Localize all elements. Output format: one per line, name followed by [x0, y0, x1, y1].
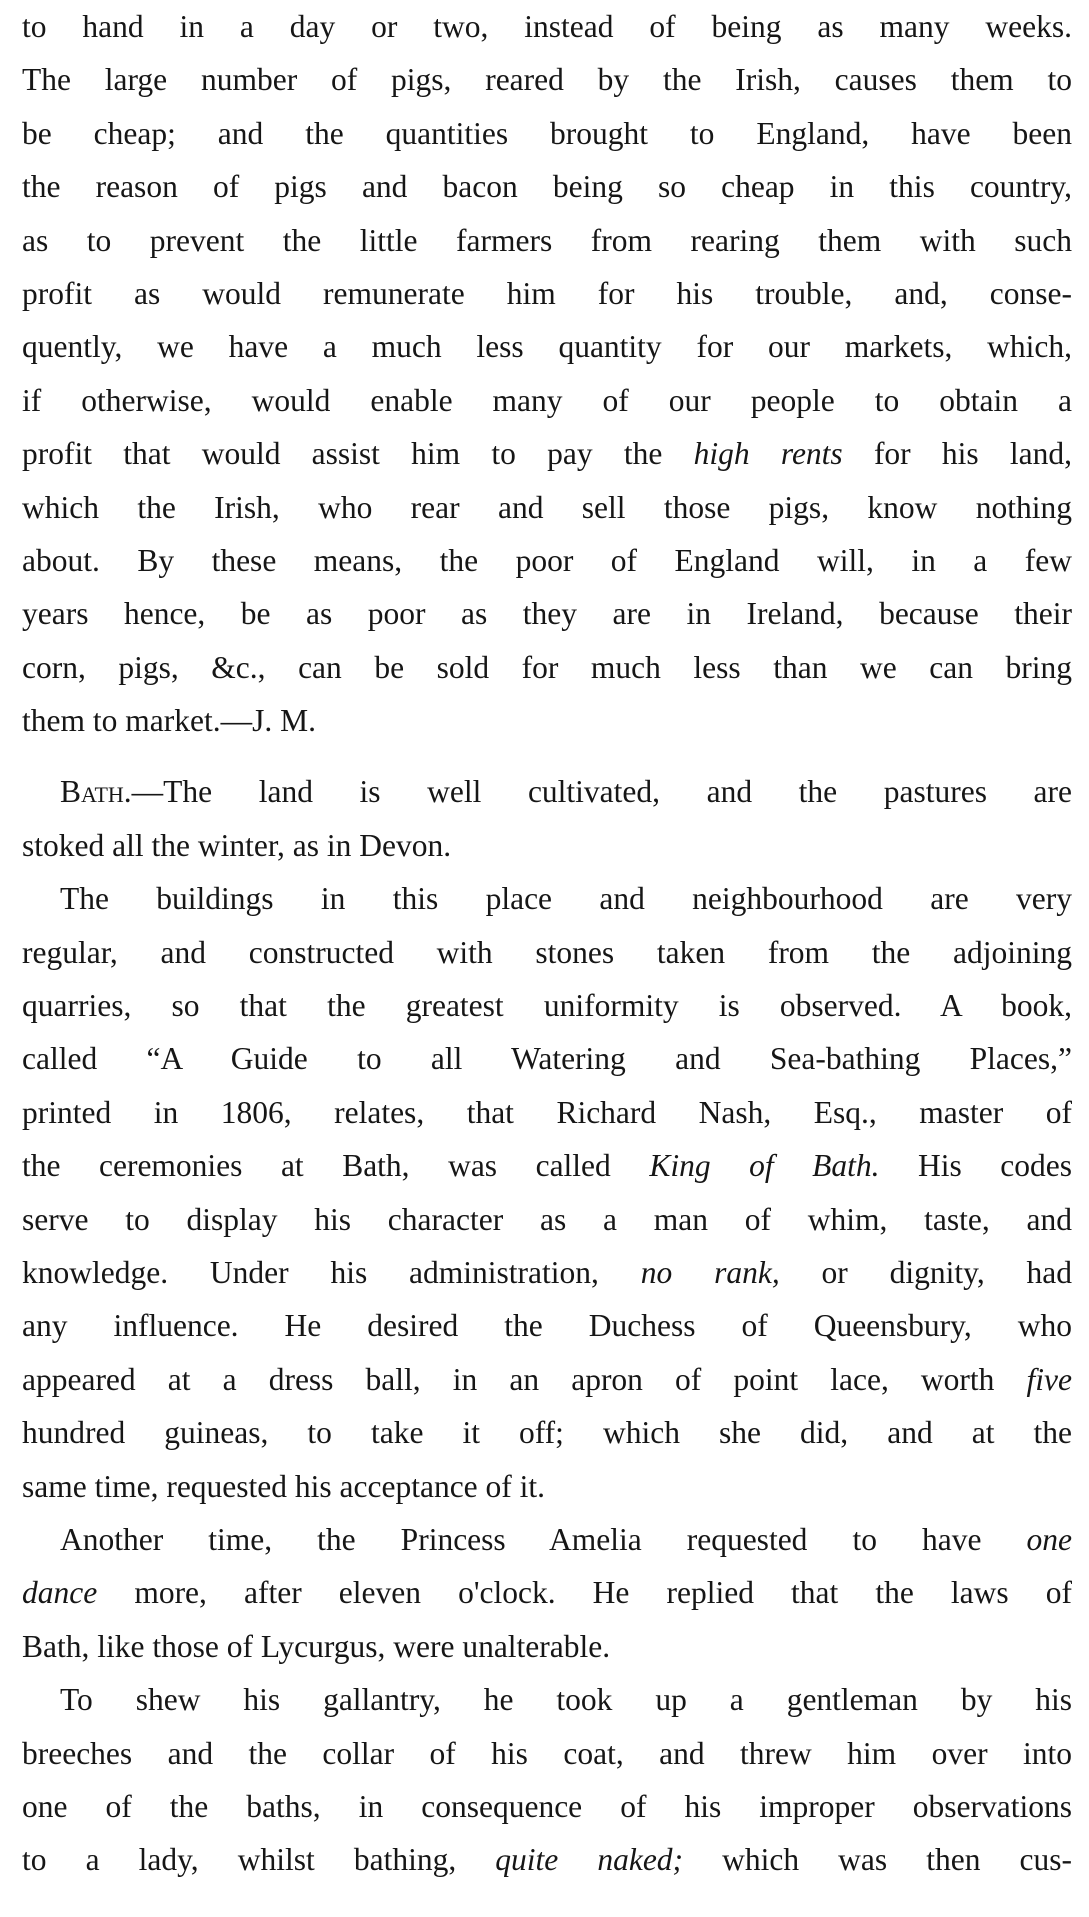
- text-line: hundred guineas, to take it off; which she did, and at the: [22, 1415, 1072, 1451]
- paragraph-princess-amelia: [22, 1513, 1072, 1673]
- text-line: [22, 765, 1072, 818]
- text-line: quently, we have a much less quantity for our markets, which,: [22, 329, 1072, 365]
- text-line: profit as would remunerate him for his trouble, and, conse-: [22, 275, 1072, 311]
- text-line: [22, 1353, 1072, 1406]
- paragraph-bath-intro: [22, 765, 1072, 872]
- text-segment: knowledge. Under his administration,: [22, 1254, 599, 1290]
- text-segment: which was then cus-: [722, 1842, 1072, 1878]
- section-spacer: [22, 747, 1072, 765]
- text-line: [22, 427, 1072, 480]
- text-line: one of the baths, in consequence of his improper observations: [22, 1788, 1072, 1824]
- text-line: about. By these means, the poor of England will, in a few: [22, 542, 1072, 578]
- text-line: stoked all the winter, as in Devon.: [22, 827, 452, 863]
- text-segment: for his land,: [873, 436, 1072, 472]
- text-segment: profit that would assist him to pay the: [22, 436, 663, 472]
- text-segment: Another time, the Princess Amelia requested to have: [60, 1521, 982, 1557]
- italic-phrase: high rents: [693, 436, 843, 472]
- text-line: printed in 1806, relates, that Richard Nash, Esq., master of: [22, 1094, 1072, 1130]
- text-line: them to market.—J. M.: [22, 703, 316, 739]
- text-line: to hand in a day or two, instead of being as many weeks.: [22, 9, 1072, 44]
- text-line: [22, 1139, 1072, 1192]
- text-line: corn, pigs, &c., can be sold for much less than we can bring: [22, 649, 1072, 685]
- text-line: be cheap; and the quantities brought to England, have been: [22, 115, 1072, 151]
- italic-phrase: dance: [22, 1575, 98, 1611]
- book-page: [22, 0, 1072, 1887]
- text-line: years hence, be as poor as they are in Ireland, because their: [22, 596, 1072, 632]
- text-line: serve to display his character as a man of whim, taste, and: [22, 1201, 1072, 1237]
- paragraph-buildings: [22, 872, 1072, 1513]
- italic-phrase: quite naked;: [495, 1842, 684, 1878]
- text-segment: His codes: [918, 1148, 1072, 1184]
- italic-phrase: King of Bath.: [649, 1148, 880, 1184]
- italic-phrase: no rank,: [640, 1254, 780, 1290]
- text-segment: more, after eleven o'clock. He replied that the laws of: [134, 1575, 1072, 1611]
- text-line: The large number of pigs, reared by the Irish, causes them to: [22, 62, 1072, 98]
- paragraph-pigs: [22, 0, 1072, 747]
- text-line: any influence. He desired the Duchess of Queensbury, who: [22, 1308, 1072, 1344]
- text-line: called “A Guide to all Watering and Sea-bathing Places,”: [22, 1041, 1072, 1077]
- text-line: [22, 1513, 1072, 1566]
- text-line: as to prevent the little farmers from rearing them with such: [22, 222, 1072, 258]
- text-line: the reason of pigs and bacon being so cheap in this country,: [22, 169, 1072, 205]
- text-line: if otherwise, would enable many of our people to obtain a: [22, 382, 1072, 418]
- text-line: which the Irish, who rear and sell those pigs, know nothing: [22, 489, 1072, 525]
- text-line: quarries, so that the greatest uniformity is observed. A book,: [22, 988, 1072, 1024]
- text-line: Bath, like those of Lycurgus, were unalterable.: [22, 1628, 611, 1664]
- text-segment: the ceremonies at Bath, was called: [22, 1148, 611, 1184]
- italic-phrase: one: [1026, 1521, 1072, 1557]
- text-line: [22, 1566, 1072, 1619]
- section-heading: Bath: [60, 774, 124, 810]
- text-line: regular, and constructed with stones taken from the adjoining: [22, 934, 1072, 970]
- text-segment: to a lady, whilst bathing,: [22, 1842, 457, 1878]
- text-line: breeches and the collar of his coat, and threw him over into: [22, 1735, 1072, 1771]
- text-line: [22, 1833, 1072, 1886]
- italic-phrase: five: [1026, 1361, 1072, 1397]
- paragraph-gallantry: [22, 1673, 1072, 1887]
- text-line: [22, 1246, 1072, 1299]
- text-line: To shew his gallantry, he took up a gentleman by his: [60, 1682, 1072, 1718]
- text-line: The buildings in this place and neighbourhood are very: [60, 881, 1072, 917]
- text-segment: .—The land is well cultivated, and the pastures are: [123, 774, 1072, 810]
- text-segment: appeared at a dress ball, in an apron of point lace, worth: [22, 1361, 995, 1397]
- text-line: same time, requested his acceptance of it.: [22, 1468, 546, 1504]
- text-segment: or dignity, had: [821, 1254, 1072, 1290]
